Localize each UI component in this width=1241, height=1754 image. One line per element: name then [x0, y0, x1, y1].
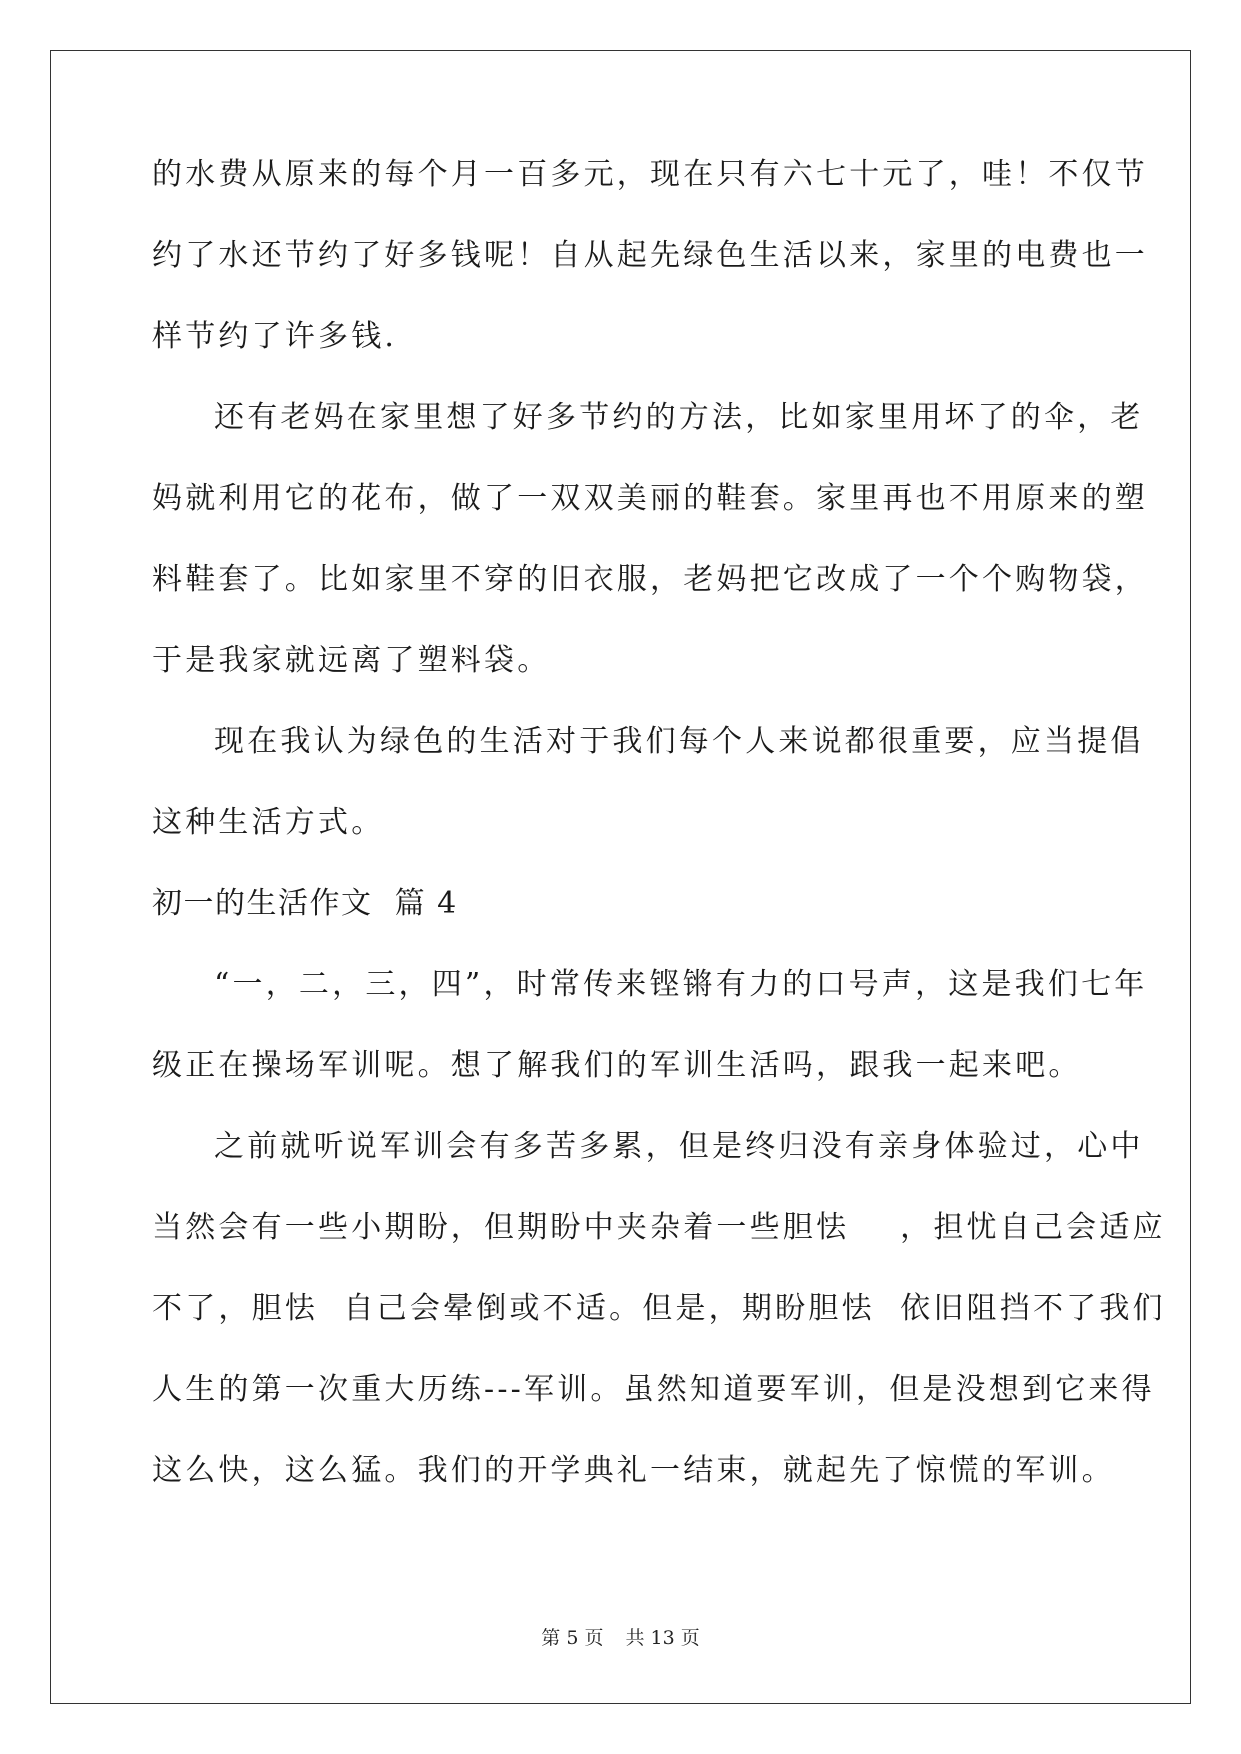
text-line: 于是我家就远离了塑料袋。 — [152, 643, 551, 678]
text-line: 人生的第一次重大历练---军训。虽然知道要军训，但是没想到它来得 — [152, 1372, 1155, 1407]
section-heading: 初一的生活作文 篇 4 — [152, 886, 458, 921]
text-line: 这种生活方式。 — [152, 805, 385, 840]
paragraph-first-line: 现在我认为绿色的生活对于我们每个人来说都很重要，应当提倡 — [214, 724, 1144, 759]
text-line: 当然会有一些小期盼，但期盼中夹杂着一些胆怯 ，担忧自己会适应 — [152, 1210, 1166, 1245]
paragraph-first-line: “一，二，三，四”，时常传来铿锵有力的口号声，这是我们七年 — [214, 967, 1148, 1002]
text-line: 妈就利用它的花布，做了一双双美丽的鞋套。家里再也不用原来的塑 — [152, 481, 1148, 516]
page-total: 共 13 页 — [625, 1627, 700, 1649]
document-body — [152, 157, 1166, 1537]
text-line: 样节约了许多钱. — [152, 319, 398, 354]
text-line: 这么快，这么猛。我们的开学典礼一结束，就起先了惊慌的军训。 — [152, 1453, 1115, 1488]
paragraph-first-line: 之前就听说军训会有多苦多累，但是终归没有亲身体验过，心中 — [214, 1129, 1144, 1164]
paragraph-first-line: 还有老妈在家里想了好多节约的方法，比如家里用坏了的伞，老 — [214, 400, 1144, 435]
text-line: 约了水还节约了好多钱呢！自从起先绿色生活以来，家里的电费也一 — [152, 238, 1148, 273]
text-line: 料鞋套了。比如家里不穿的旧衣服，老妈把它改成了一个个购物袋， — [152, 562, 1148, 597]
page-footer — [0, 1627, 1241, 1649]
text-line: 的水费从原来的每个月一百多元，现在只有六七十元了，哇！不仅节 — [152, 157, 1148, 192]
text-line: 不了，胆怯 自己会晕倒或不适。但是，期盼胆怯 依旧阻挡不了我们 — [152, 1291, 1166, 1326]
text-line: 级正在操场军训呢。想了解我们的军训生活吗，跟我一起来吧。 — [152, 1048, 1082, 1083]
page-number: 第 5 页 — [541, 1627, 604, 1649]
